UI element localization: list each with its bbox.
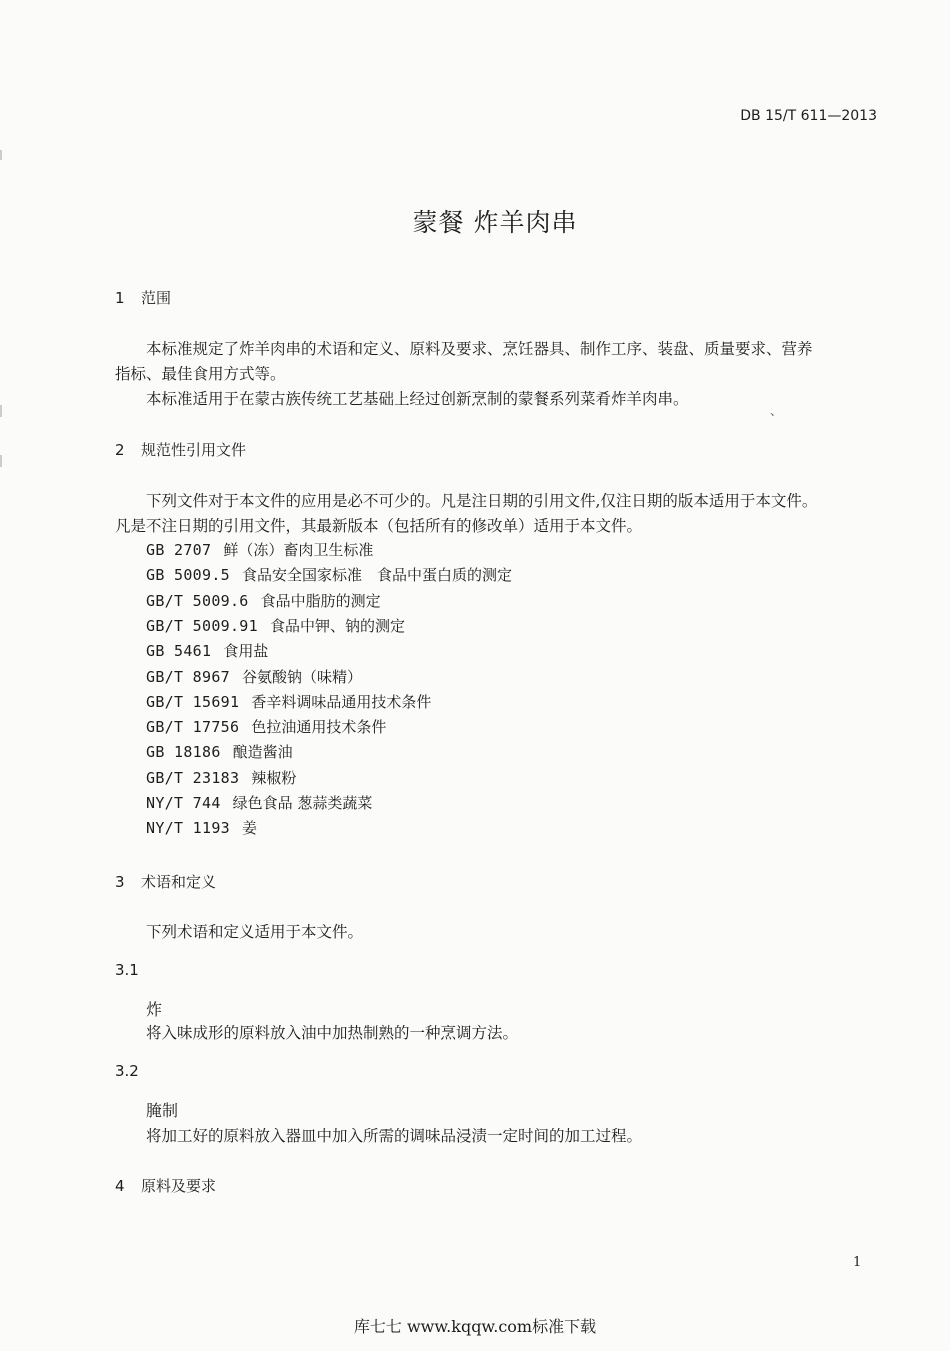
- term-definition: 将加工好的原料放入器皿中加入所需的调味品浸渍一定时间的加工过程。: [146, 1127, 643, 1145]
- standard-number: DB 15/T 611—2013: [740, 108, 877, 124]
- section-heading-3: [115, 871, 216, 892]
- reference-code: NY/T 744: [146, 794, 221, 812]
- section-title: 术语和定义: [141, 873, 217, 891]
- reference-title: 食品中脂肪的测定: [260, 591, 381, 610]
- reference-item: [146, 767, 296, 788]
- reference-title: 食品中钾、钠的测定: [269, 616, 405, 635]
- paragraph: 本标准适用于在蒙古族传统工艺基础上经过创新烹制的蒙餐系列菜肴炸羊肉串。: [146, 390, 689, 408]
- reference-item: [146, 817, 257, 838]
- reference-item: [146, 792, 372, 813]
- reference-item: [146, 564, 512, 585]
- section-number: 2: [115, 441, 125, 459]
- reference-item: [146, 691, 431, 712]
- reference-code: GB/T 5009.91: [146, 616, 258, 635]
- reference-item: [146, 590, 381, 611]
- scan-mark: 、: [770, 404, 783, 418]
- reference-code: GB/T 17756: [146, 718, 240, 737]
- reference-title: 食用盐: [223, 642, 269, 661]
- footer-watermark: 库七七 www.kqqw.com标准下载: [353, 1317, 597, 1336]
- reference-code: GB/T 8967: [146, 667, 230, 686]
- paragraph: 凡是不注日期的引用文件，其最新版本（包括所有的修改单）适用于本文件。: [115, 517, 643, 535]
- reference-title: 色拉油通用技术条件: [251, 718, 387, 737]
- reference-code: NY/T 1193: [146, 819, 230, 838]
- paragraph: 指标、最佳食用方式等。: [115, 365, 286, 383]
- paragraph: 下列文件对于本文件的应用是必不可少的。凡是注日期的引用文件,仅注日期的版本适用于本文件。: [146, 492, 818, 510]
- reference-code: GB/T 15691: [146, 692, 240, 711]
- reference-code: GB/T 5009.6: [146, 591, 249, 610]
- reference-title: 香辛料调味品通用技术条件: [251, 692, 432, 711]
- reference-code: GB/T 23183: [146, 768, 240, 787]
- section-heading-4: [115, 1175, 216, 1196]
- term-name: 炸: [146, 1000, 163, 1019]
- section-title: 规范性引用文件: [141, 441, 247, 459]
- reference-item: [146, 666, 362, 687]
- reference-code: GB 5461: [146, 642, 212, 661]
- page-number: 1: [853, 1255, 862, 1270]
- paragraph: 下列术语和定义适用于本文件。: [146, 923, 364, 941]
- section-title: 原料及要求: [141, 1177, 217, 1195]
- section-number: 4: [115, 1177, 125, 1195]
- reference-item: [146, 716, 386, 737]
- section-heading-1: [115, 287, 171, 308]
- reference-code: GB 2707: [146, 541, 212, 559]
- reference-code: GB 18186: [146, 743, 221, 762]
- reference-item: [146, 615, 405, 636]
- reference-title: 鲜（冻）畜肉卫生标准: [223, 541, 374, 559]
- reference-title: 绿色食品 葱蒜类蔬菜: [232, 794, 373, 812]
- term-definition: 将入味成形的原料放入油中加热制熟的一种烹调方法。: [146, 1024, 519, 1042]
- reference-title: 食品安全国家标准 食品中蛋白质的测定: [241, 566, 512, 585]
- term-number: 3.1: [115, 961, 139, 979]
- reference-code: GB 5009.5: [146, 566, 230, 585]
- reference-title: 姜: [241, 819, 257, 838]
- term-number: 3.2: [115, 1062, 139, 1080]
- reference-title: 酿造酱油: [232, 743, 293, 762]
- reference-title: 谷氨酸钠（味精）: [241, 667, 362, 686]
- reference-item: [146, 640, 268, 661]
- reference-item: [146, 741, 293, 762]
- section-number: 1: [115, 289, 125, 307]
- section-heading-2: [115, 439, 246, 460]
- paragraph: 本标准规定了炸羊肉串的术语和定义、原料及要求、烹饪器具、制作工序、装盘、质量要求、营养: [146, 340, 813, 358]
- section-number: 3: [115, 873, 125, 891]
- reference-title: 辣椒粉: [251, 768, 297, 787]
- page-title: 蒙餐 炸羊肉串: [412, 208, 578, 237]
- term-name: 腌制: [146, 1101, 179, 1120]
- section-title: 范围: [141, 289, 172, 307]
- reference-item: [146, 539, 373, 560]
